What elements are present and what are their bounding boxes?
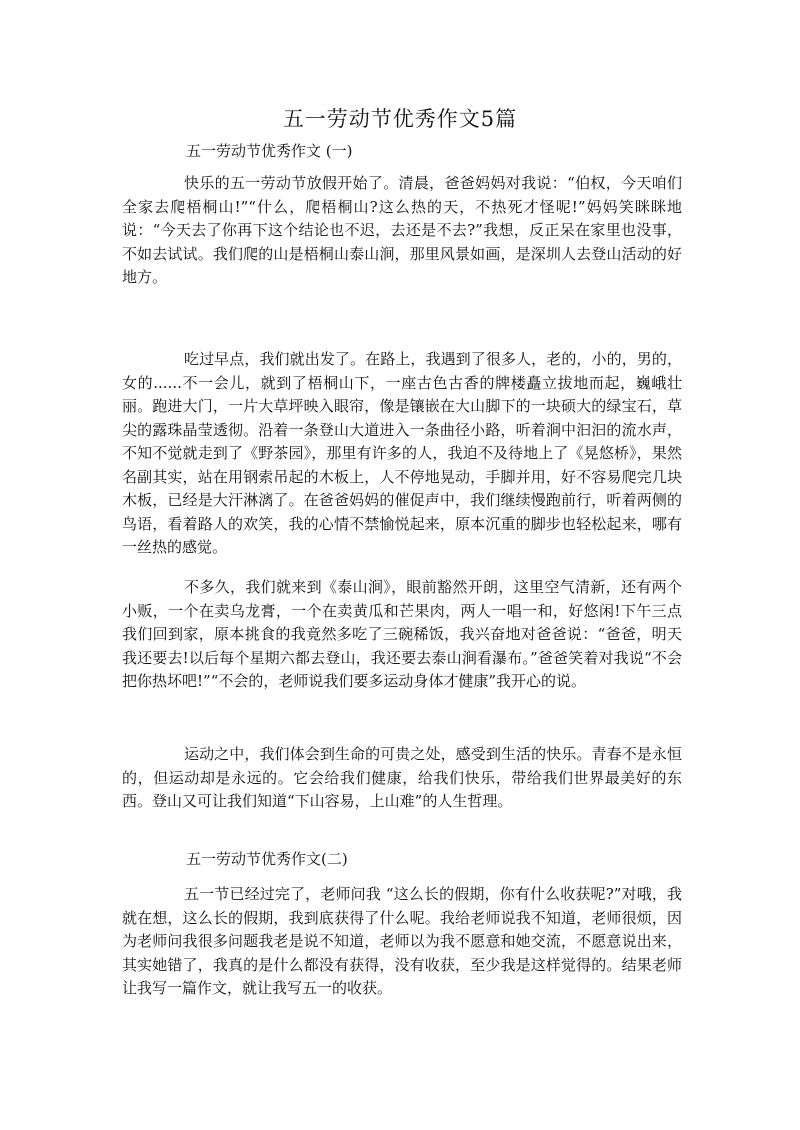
section-heading-2: 五一劳动节优秀作文(二) <box>186 850 348 868</box>
document-title: 五一劳动节优秀作文5篇 <box>282 107 518 131</box>
paragraph: 快乐的五一劳动节放假开始了。清晨，爸爸妈妈对我说：“伯权，今天咱们全家去爬梧桐山!”“什么，爬梧桐山?这么热的天，不热死才怪呢!”妈妈笑眯眯地说：“今天去了你再下这个结论也不迟，去还是不去?”我想，反正呆在家里也没事，不如去试试。我们爬的山是梧桐山泰山涧，那里风景如画，是深圳人去登山活动的好地方。 <box>122 174 682 286</box>
paragraph: 不多久，我们就来到《泰山涧》，眼前豁然开朗，这里空气清新，还有两个小贩，一个在卖乌龙膏，一个在卖黄瓜和芒果肉，两人一唱一和，好悠闲!下午三点我们回到家，原本挑食的我竟然多吃了三碗稀饭，我兴奋地对爸爸说：“爸爸，明天我还要去!以后每个星期六都去登山，我还要去泰山涧看瀑布。”爸爸笑着对我说“不会把你热坏吧!”“不会的，老师说我们要多运动身体才健康”我开心的说。 <box>122 578 682 690</box>
paragraph: 运动之中，我们体会到生命的可贵之处，感受到生活的快乐。青春不是永恒的，但运动却是永远的。它会给我们健康，给我们快乐，带给我们世界最美好的东西。登山又可让我们知道“下山容易，上山难”的人生哲理。 <box>122 745 682 810</box>
section-heading-1: 五一劳动节优秀作文 (一) <box>186 142 353 160</box>
paragraph: 五一节已经过完了，老师问我 “这么长的假期，你有什么收获呢?”对哦，我就在想，这么长的假期，我到底获得了什么呢。我给老师说我不知道，老师很烦，因为老师问我很多问题我老是说不知道，老师以为我不愿意和她交流，不愿意说出来，其实她错了，我真的是什么都没有获得，没有收获，至少我是这样觉得的。结果老师让我写一篇作文，就让我写五一的收获。 <box>122 885 682 997</box>
paragraph: 吃过早点，我们就出发了。在路上，我遇到了很多人，老的，小的，男的，女的......不一会儿，就到了梧桐山下，一座古色古香的牌楼矗立拔地而起，巍峨壮丽。跑进大门，一片大草坪映入眼帘，像是镶嵌在大山脚下的一块硕大的绿宝石，草尖的露珠晶莹透彻。沿着一条登山大道进入一条曲径小路，听着涧中汩汩的流水声，不知不觉就走到了《野茶园》，那里有许多的人，我迫不及待地上了《晃悠桥》，果然名副其实，站在用钢索吊起的木板上，人不停地晃动，手脚并用，好不容易爬完几块木板，已经是大汗淋漓了。在爸爸妈妈的催促声中，我们继续慢跑前行，听着两侧的鸟语，看着路人的欢笑，我的心情不禁愉悦起来，原本沉重的脚步也轻松起来，哪有一丝热的感觉。 <box>122 350 682 556</box>
